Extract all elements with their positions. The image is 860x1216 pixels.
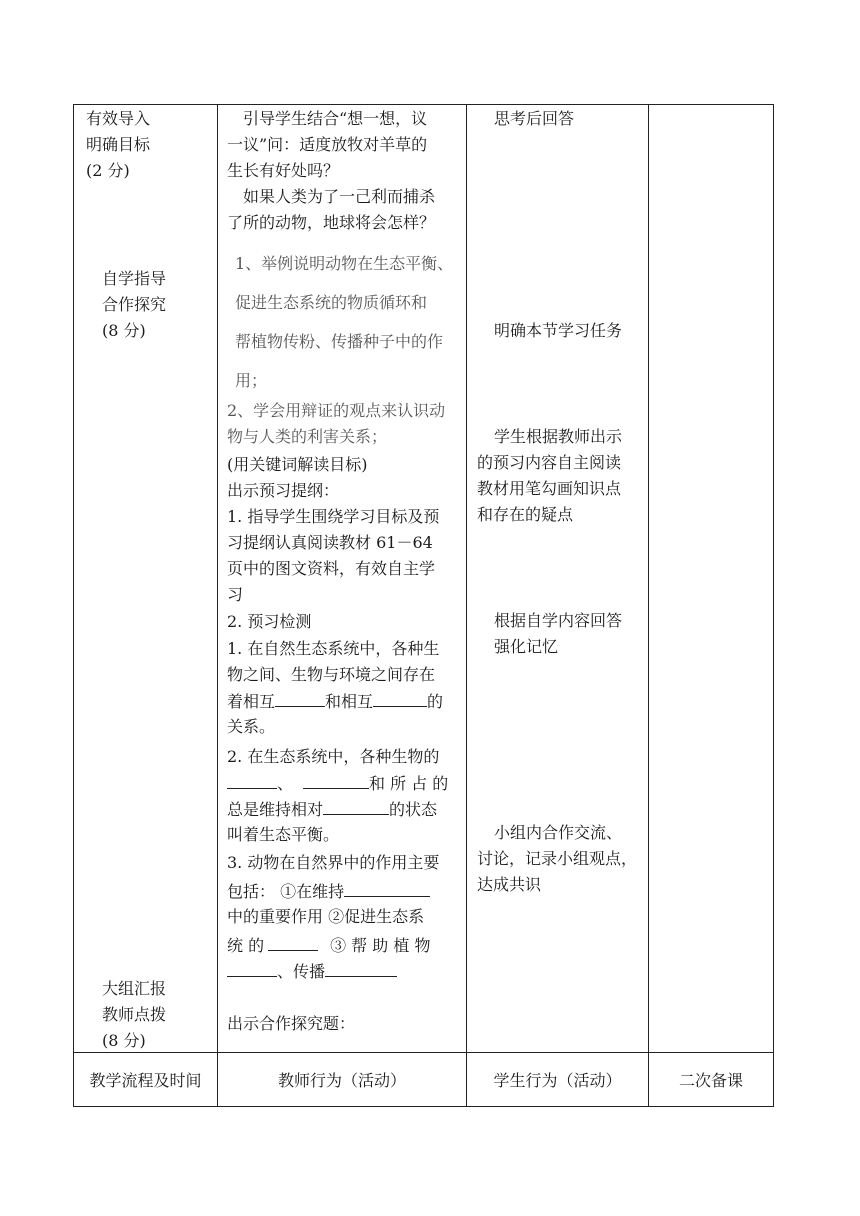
header-process-time: 教学流程及时间 — [89, 1071, 202, 1090]
goal1-line-3: 帮植物传粉、传播种子中的作 — [235, 332, 444, 351]
goal2-line-4: 出示预习提纲： — [227, 481, 340, 500]
intro-line-2: 一议”问：适度放牧对羊草的 — [227, 135, 428, 154]
q2-blank-1 — [227, 770, 277, 789]
q3-line-5 — [227, 958, 397, 985]
student-r4-line-2: 强化记忆 — [494, 637, 559, 656]
q2-text-b: 和 所 占 的 — [369, 774, 449, 793]
goal2-line-7: 页中的图文资料，有效自主学 — [227, 559, 436, 578]
q2-text-d: 的状态 — [389, 800, 438, 819]
intro-line-1: 引导学生结合“想一想，议 — [243, 109, 428, 128]
q1-blank-1 — [275, 688, 325, 707]
goal2-line-6: 习提纲认真阅读教材 61－64 — [227, 533, 433, 552]
col-border-3 — [648, 104, 649, 1107]
goal2-line-5: 1. 指导学生围绕学习目标及预 — [227, 507, 440, 526]
stage-report-label: 大组汇报 — [102, 979, 167, 998]
stage-import-goal: 明确目标 — [86, 135, 151, 154]
stage-selfstudy-time: (8 分) — [102, 321, 146, 340]
col-border-4 — [773, 104, 774, 1107]
q3-text-c: ③ 帮 助 植 物 — [330, 936, 431, 955]
q2-line-2 — [227, 770, 448, 797]
q1-text-c: 的 — [427, 692, 444, 711]
closing-line: 出示合作探究题： — [227, 1014, 356, 1033]
student-r3-line-1: 学生根据教师出示 — [494, 427, 623, 446]
q3-line-1: 3. 动物在自然界中的作用主要 — [227, 853, 440, 872]
student-r5-line-3: 达成共识 — [477, 875, 542, 894]
intro-line-3: 生长有好处吗？ — [227, 161, 340, 180]
q3-text-d: 、传播 — [277, 962, 326, 981]
goal2-line-8: 习 — [227, 585, 244, 604]
stage-import-time: (2 分) — [86, 161, 130, 180]
student-r3-line-2: 的预习内容自主阅读 — [477, 453, 622, 472]
student-r3-line-4: 和存在的疑点 — [477, 505, 574, 524]
intro-line-5: 了所的动物，地球将会怎样？ — [227, 213, 436, 232]
q3-line-3: 中的重要作用 ②促进生态系 — [227, 907, 425, 926]
intro-line-4: 如果人类为了一己利而捕杀 — [243, 187, 436, 206]
q2-text-a: 、 — [277, 774, 294, 793]
q3-blank-3 — [227, 958, 277, 977]
table-bottom-border — [73, 1106, 774, 1107]
student-r1: 思考后回答 — [494, 109, 575, 128]
goal2-line-2: 物与人类的利害关系； — [227, 427, 388, 446]
check-title: 2. 预习检测 — [227, 612, 312, 631]
student-r5-line-1: 小组内合作交流、 — [494, 823, 623, 842]
student-r3-line-3: 教材用笔勾画知识点 — [477, 479, 622, 498]
q1-text-a: 着相互 — [227, 692, 276, 711]
student-r2: 明确本节学习任务 — [494, 321, 623, 340]
q1-line-3 — [227, 688, 443, 715]
goal1-line-2: 促进生态系统的物质循环和 — [235, 293, 428, 312]
stage-import-label: 有效导入 — [86, 109, 151, 128]
q1-text-b: 和相互 — [325, 692, 374, 711]
student-r5-line-2: 讨论，记录小组观点， — [477, 849, 638, 868]
q1-line-1: 1. 在自然生态系统中，各种生 — [227, 639, 440, 658]
table-top-border — [73, 104, 774, 105]
stage-report-guide: 教师点拨 — [102, 1005, 167, 1024]
student-r4-line-1: 根据自学内容回答 — [494, 611, 623, 630]
stage-selfstudy-label: 自学指导 — [102, 269, 167, 288]
q3-text-a: 包括： ①在维持 — [227, 882, 345, 901]
header-second-prep: 二次备课 — [678, 1071, 743, 1090]
q2-text-c: 总是维持相对 — [227, 800, 324, 819]
q3-line-2 — [227, 878, 430, 905]
q2-blank-3 — [323, 796, 389, 815]
col-border-0 — [73, 104, 74, 1107]
goal2-line-1: 2、学会用辩证的观点来认识动 — [227, 401, 446, 420]
q3-blank-2 — [268, 932, 318, 951]
q2-line-1: 2. 在生态系统中，各种生物的 — [227, 747, 440, 766]
q3-text-b: 统 的 — [227, 936, 265, 955]
q2-line-3 — [227, 796, 437, 823]
goal1-line-4: 用； — [235, 371, 268, 390]
q1-line-2: 物之间、生物与环境之间存在 — [227, 665, 436, 684]
q3-blank-4 — [325, 958, 397, 977]
q1-blank-2 — [373, 688, 427, 707]
q3-line-4 — [227, 932, 430, 959]
header-teacher-activity: 教师行为（活动） — [277, 1071, 406, 1090]
q1-end: 关系。 — [227, 717, 276, 736]
stage-selfstudy-coop: 合作探究 — [102, 295, 167, 314]
goal2-line-3: (用关键词解读目标) — [227, 455, 368, 474]
q2-blank-2 — [303, 770, 369, 789]
stage-report-time: (8 分) — [102, 1031, 146, 1050]
goal1-line-1: 1、举例说明动物在生态平衡、 — [235, 254, 454, 273]
header-student-activity: 学生行为（活动） — [493, 1071, 622, 1090]
q2-end: 叫着生态平衡。 — [227, 825, 340, 844]
col-border-1 — [217, 104, 218, 1107]
q3-blank-1 — [344, 878, 430, 897]
col-border-2 — [466, 104, 467, 1107]
